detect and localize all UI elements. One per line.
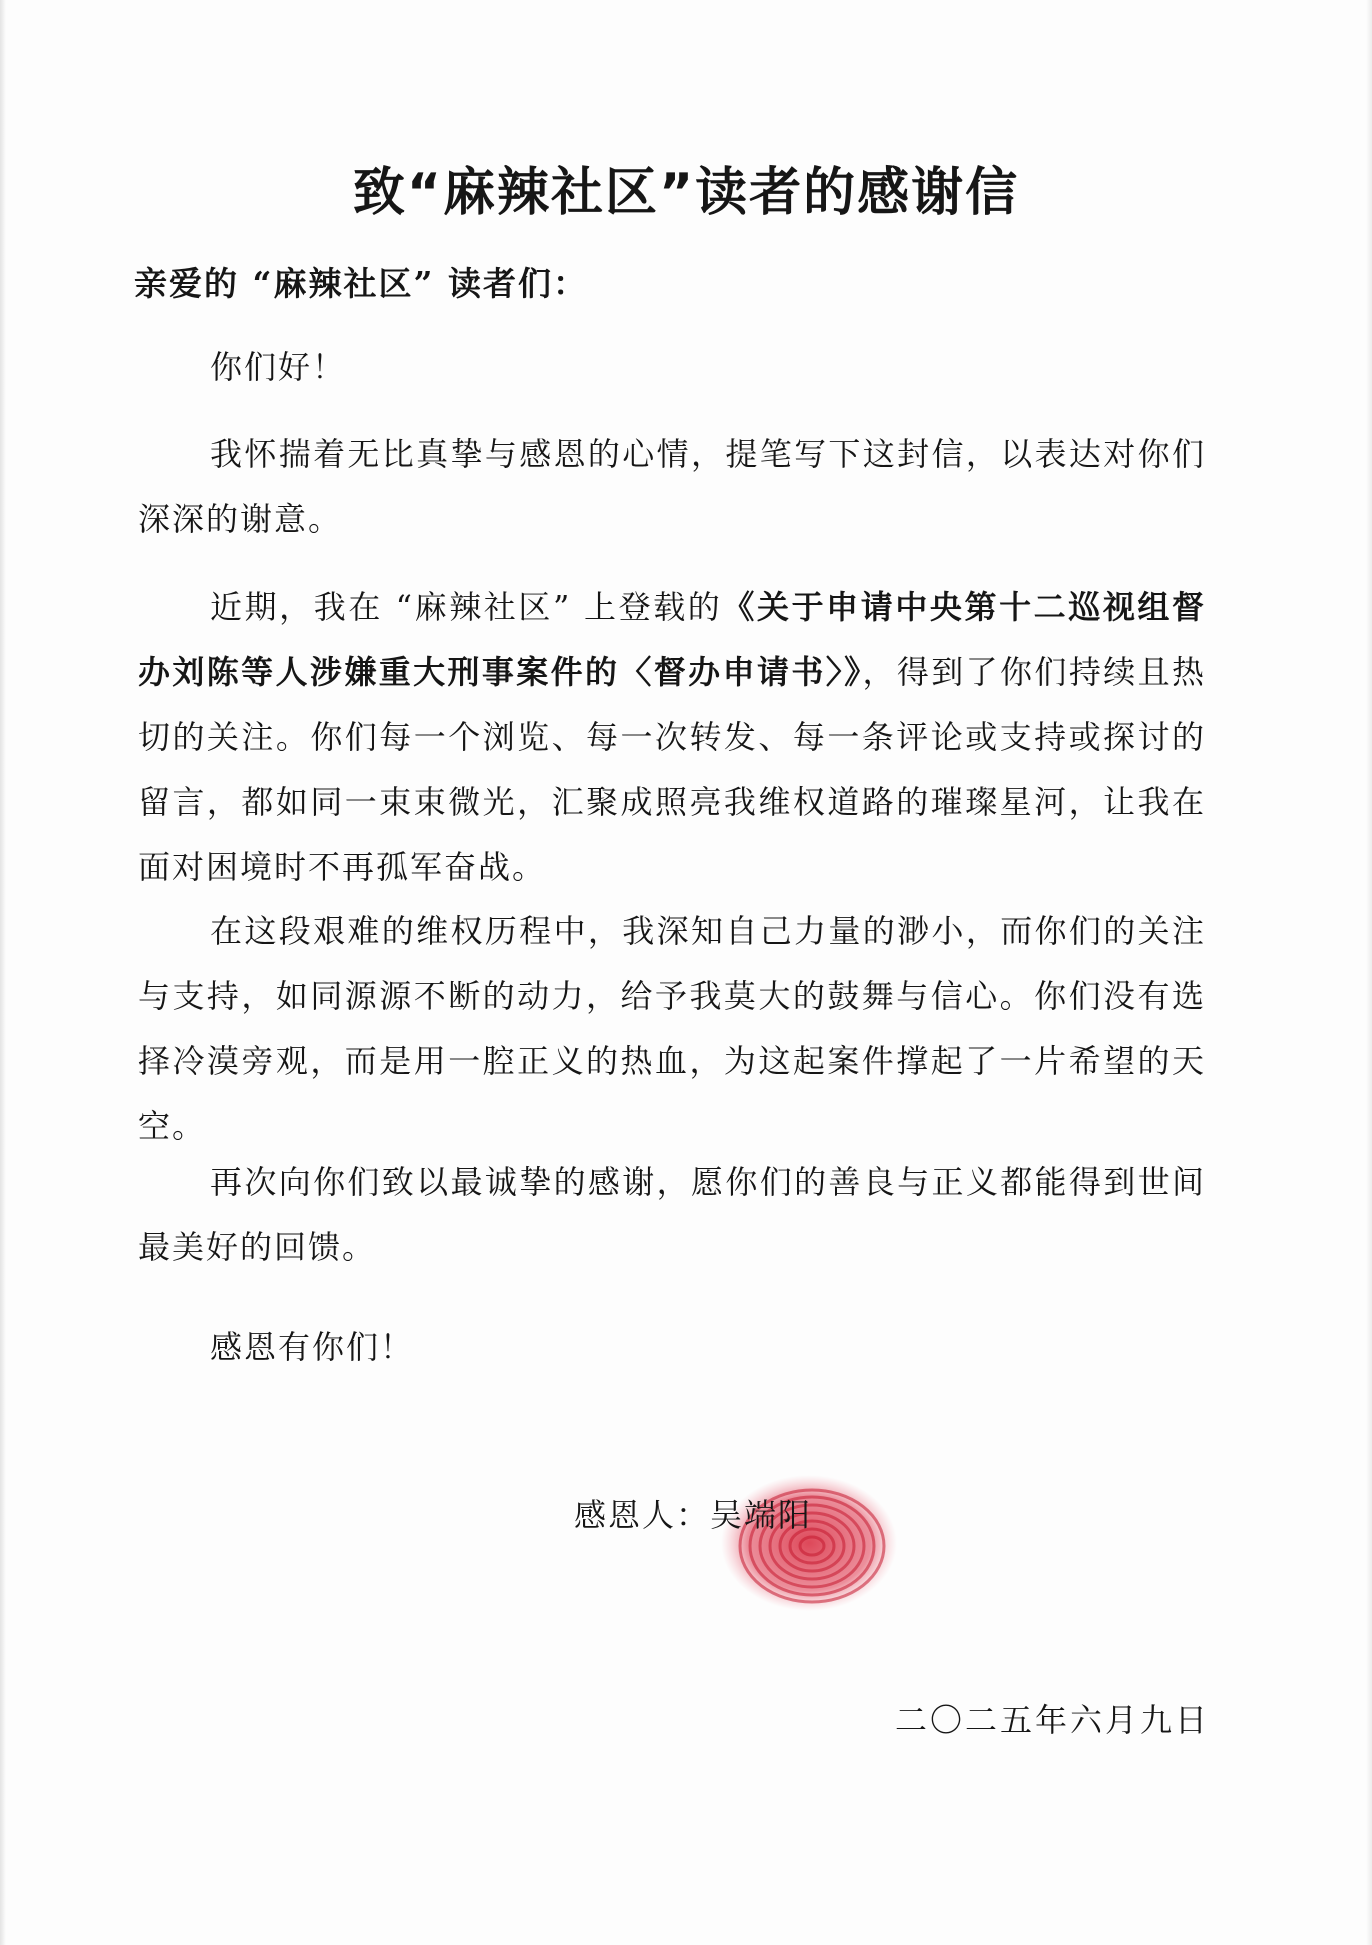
paragraph-3: 在这段艰难的维权历程中，我深知自己力量的渺小，而你们的关注与支持，如同源源不断的动力，给予我莫大的鼓舞与信心。你们没有选择冷漠旁观，而是用一腔正义的热血，为这起案件撑起了一片希望的天空。	[138, 912, 1206, 1145]
paragraph-1: 我怀揣着无比真挚与感恩的心情，提笔写下这封信，以表达对你们深深的谢意。	[138, 435, 1206, 538]
paragraph-2	[138, 575, 1206, 900]
petition-title: 《关于申请中央第十二巡视组督办刘陈等人涉嫌重大刑事案件的〈督办申请书〉》	[138, 588, 1206, 691]
scan-edge-right	[1366, 0, 1372, 1945]
letter-title: 致“麻辣社区”读者的感谢信	[352, 163, 1020, 223]
signer-label: 感恩人：	[574, 1496, 711, 1534]
scan-edge-left	[0, 0, 6, 1945]
paragraph-2-lead: 近期，我在 “麻辣社区” 上登载的	[210, 588, 723, 626]
salutation: 亲爱的 “麻辣社区” 读者们：	[134, 264, 588, 303]
paragraph-4: 再次向你们致以最诚挚的感谢，愿你们的善良与正义都能得到世间最美好的回馈。	[138, 1163, 1206, 1266]
greeting: 你们好！	[210, 348, 347, 386]
letter-date: 二〇二五年六月九日	[894, 1701, 1210, 1739]
signature-block	[574, 1490, 812, 1536]
signer-name: 吴端阳	[710, 1496, 813, 1534]
paragraph-2-rest: ，得到了你们持续且热切的关注。你们每一个浏览、每一次转发、每一条评论或支持或探讨的留言，都如同一束束微光，汇聚成照亮我维权道路的璀璨星河，让我在面对困境时不再孤军奋战。	[138, 653, 1206, 886]
closing-line: 感恩有你们！	[210, 1328, 415, 1366]
